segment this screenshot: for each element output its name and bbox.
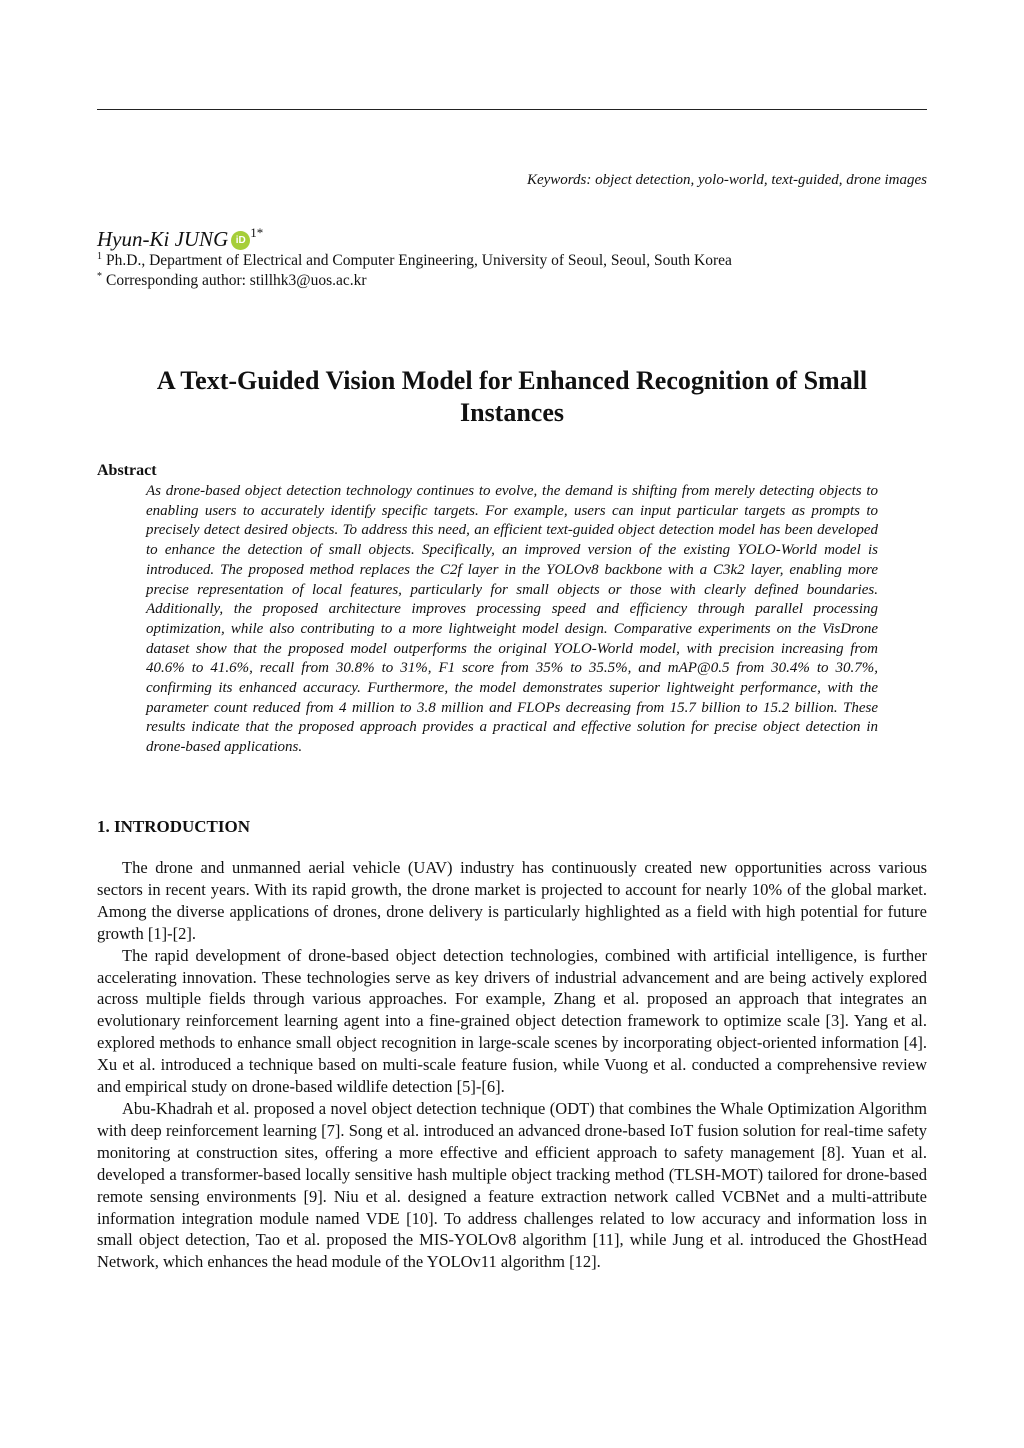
section-heading-introduction: 1. INTRODUCTION [97, 817, 251, 836]
corresponding-mark: * [97, 271, 102, 282]
affiliation-mark: 1 [97, 251, 102, 262]
author-line [97, 225, 263, 252]
author-name: Hyun-Ki JUNG [97, 227, 229, 251]
author-marks: 1* [250, 225, 264, 240]
paragraph: The drone and unmanned aerial vehicle (UAV) industry has continuously created new opportunities across various sectors in recent years. With its rapid growth, the drone market is projected to account for nearly 10% of the global market. Among the diverse applications of drones, drone delivery is particularly highlighted as a field with high potential for future growth [1]-[2]. [97, 858, 927, 943]
abstract-text: As drone-based object detection technology continues to evolve, the demand is shifting from merely detecting objects to enabling users to accurately identify specific targets. For example, users can input particular targets as prompts to precisely detect desired objects. To address this need, an efficient text-guided object detection model has been developed to enhance the detection of small objects. Specifically, an improved version of the existing YOLO-World model is introduced. The proposed method replaces the C2f layer in the YOLOv8 backbone with a C3k2 layer, enabling more precise representation of local features, particularly for small objects or those with clearly defined boundaries. Additionally, the proposed architecture improves processing speed and efficiency through parallel processing optimization, while also contributing to a more lightweight model design. Comparative experiments on the VisDrone dataset show that the proposed model outperforms the original YOLO-World model, with precision increasing from 40.6% to 41.6%, recall from 30.8% to 31%, F1 score from 35% to 35.5%, and mAP@0.5 from 30.4% to 30.7%, confirming its enhanced accuracy. Furthermore, the model demonstrates superior lightweight performance, with the parameter count reduced from 4 million to 3.8 million and FLOPs decreasing from 15.7 billion to 15.2 billion. These results indicate that the proposed approach provides a practical and effective solution for precise object detection in drone-based applications. [146, 483, 878, 756]
orcid-icon[interactable]: iD [231, 231, 250, 250]
abstract-heading: Abstract [97, 462, 157, 479]
keywords: Keywords: object detection, yolo-world, text-guided, drone images [526, 172, 927, 188]
corresponding-text: Corresponding author: stillhk3@uos.ac.kr [106, 272, 367, 289]
corresponding-author [97, 271, 367, 290]
header-rule [97, 109, 927, 110]
title-line-2: Instances [459, 398, 564, 427]
paragraph: Abu-Khadrah et al. proposed a novel object detection technique (ODT) that combines the Whale Optimization Algorithm with deep reinforcement learning [7]. Song et al. introduced an advanced drone-based IoT fusion solution for real-time safety monitoring at construction sites, offering a more effective and efficient approach to safety management [8]. Yuan et al. developed a transformer-based locally sensitive hash multiple object tracking method (TLSH-MOT) tailored for drone-based remote sensing environments [9]. Niu et al. designed a feature extraction network called VCBNet and a multi-attribute information integration module named VDE [10]. To address challenges related to low accuracy and information loss in small object detection, Tao et al. proposed the MIS-YOLOv8 algorithm [11], while Jung et al. introduced the GhostHead Network, which enhances the head module of the YOLOv11 algorithm [12]. [97, 1098, 927, 1272]
paragraph: The rapid development of drone-based object detection technologies, combined with artificial intelligence, is further accelerating innovation. These technologies serve as key drivers of industrial advancement and are being actively explored across multiple fields through various approaches. For example, Zhang et al. proposed an approach that integrates an evolutionary reinforcement learning agent into a fine-grained object detection framework to optimize scale [3]. Yang et al. explored methods to enhance small object recognition in large-scale scenes by incorporating object-oriented information [4]. Xu et al. introduced a technique based on multi-scale feature fusion, while Vuong et al. conducted a comprehensive review and empirical study on drone-based wildlife detection [5]-[6]. [97, 945, 927, 1097]
paper-title [97, 365, 927, 429]
introduction-body [97, 857, 927, 1273]
title-line-1: A Text-Guided Vision Model for Enhanced Recognition of Small [156, 366, 868, 395]
affiliation [97, 251, 732, 270]
affiliation-text: Ph.D., Department of Electrical and Computer Engineering, University of Seoul, Seoul, South Korea [106, 252, 732, 269]
